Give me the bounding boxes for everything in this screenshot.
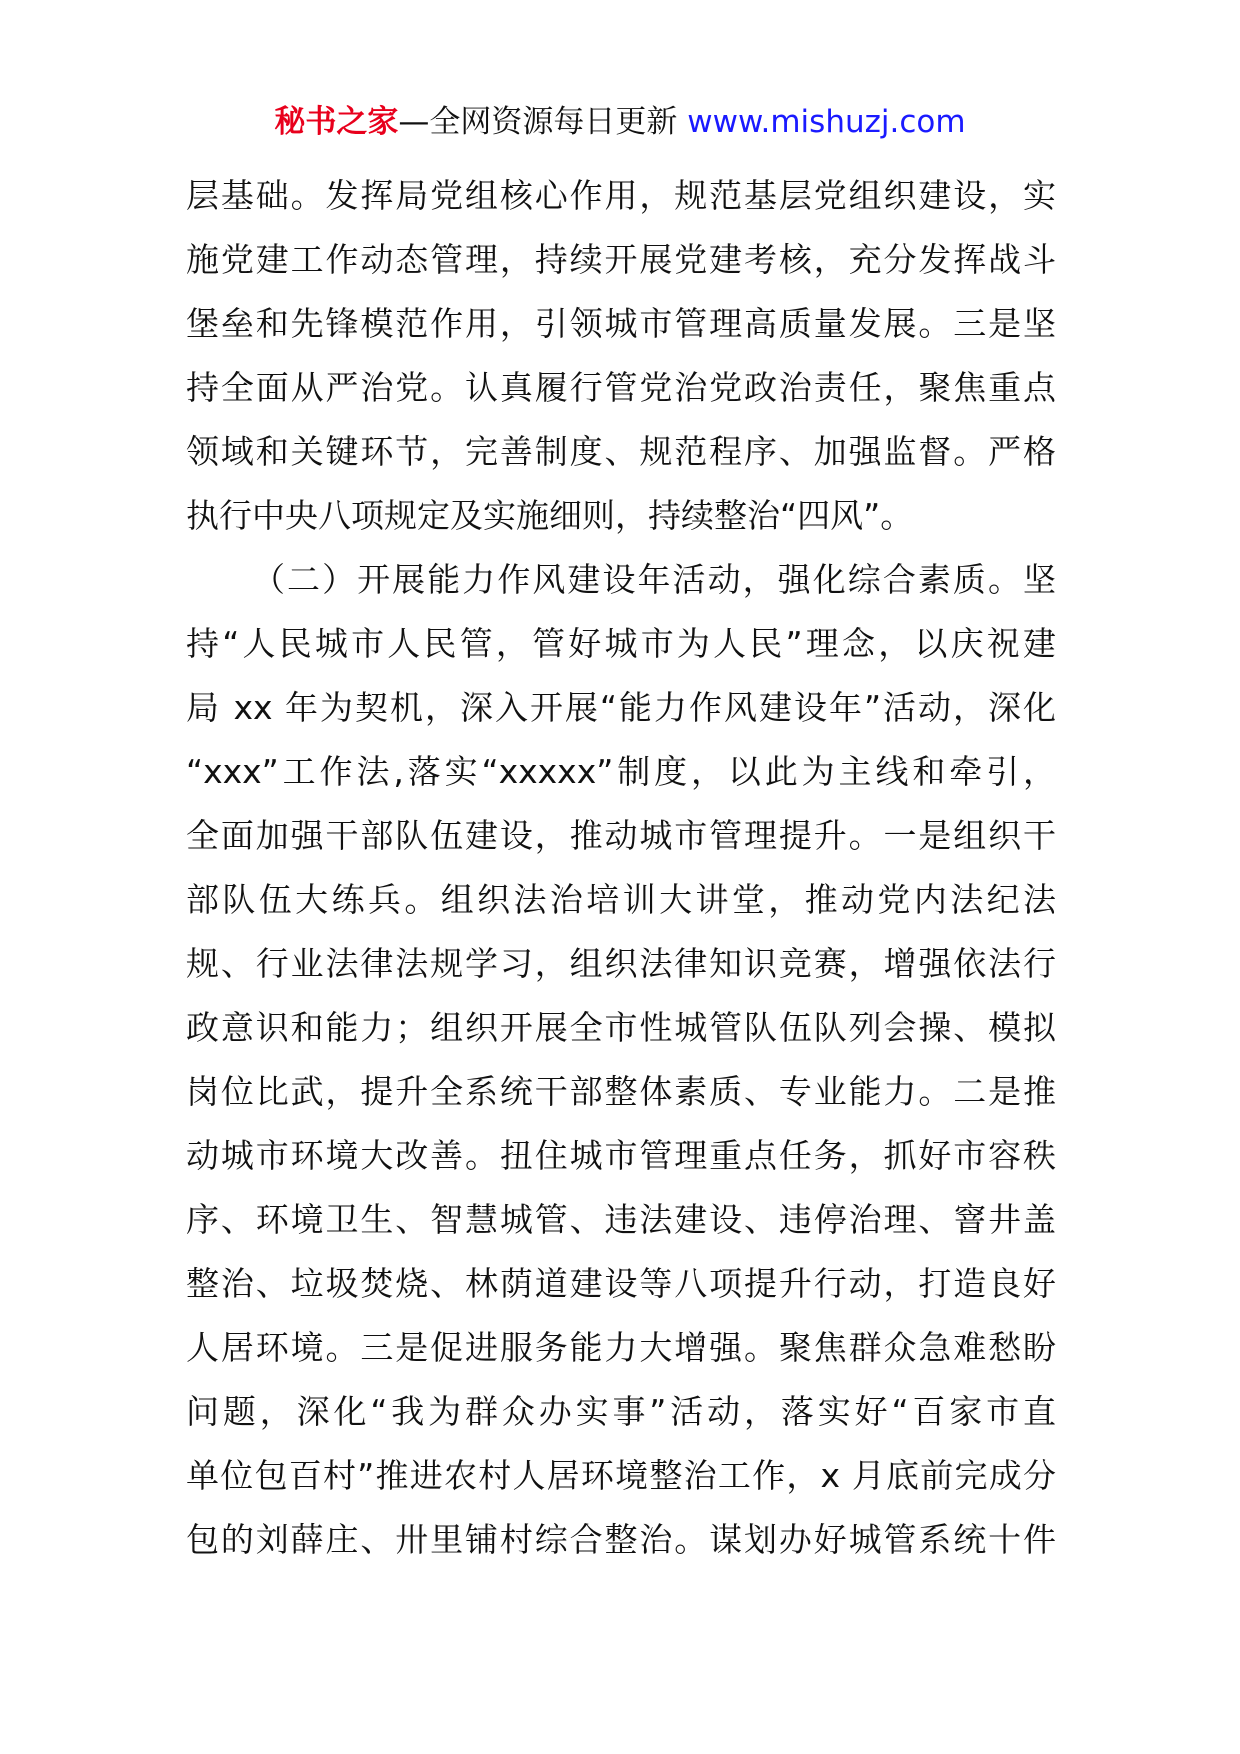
site-watermark-header <box>0 100 1240 144</box>
text-line: 人居环境。三是促进服务能力大增强。聚焦群众急难愁盼 <box>186 1328 1056 1367</box>
document-body <box>186 164 1056 1572</box>
text-line: 问题，深化“我为群众办实事”活动，落实好“百家市直 <box>186 1392 1056 1431</box>
text-line: 施党建工作动态管理，持续开展党建考核，充分发挥战斗 <box>186 240 1056 279</box>
text-line: 整治、垃圾焚烧、林荫道建设等八项提升行动，打造良好 <box>186 1264 1056 1303</box>
text-line: 规、行业法律法规学习，组织法律知识竞赛，增强依法行 <box>186 944 1056 983</box>
text-line: 堡垒和先锋模范作用，引领城市管理高质量发展。三是坚 <box>186 304 1056 343</box>
text-line: 政意识和能力；组织开展全市性城管队伍队列会操、模拟 <box>186 1008 1056 1047</box>
text-line: 层基础。发挥局党组核心作用，规范基层党组织建设，实 <box>186 176 1056 215</box>
paragraph-last-line: 执行中央八项规定及实施细则，持续整治“四风”。 <box>186 496 914 535</box>
paragraph-first-line: （二）开展能力作风建设年活动，强化综合素质。坚 <box>252 560 1056 599</box>
text-line: 包的刘薛庄、卅里铺村综合整治。谋划办好城管系统十件 <box>186 1520 1056 1559</box>
text-line: 领域和关键环节，完善制度、规范程序、加强监督。严格 <box>186 432 1056 471</box>
brand-tagline: —全网资源每日更新 <box>398 104 678 140</box>
text-line: 局 xx 年为契机，深入开展“能力作风建设年”活动，深化 <box>186 688 1056 727</box>
text-line: 部队伍大练兵。组织法治培训大讲堂，推动党内法纪法 <box>186 880 1056 919</box>
text-line: 持“人民城市人民管，管好城市为人民”理念，以庆祝建 <box>186 624 1056 663</box>
text-line: 序、环境卫生、智慧城管、违法建设、违停治理、窨井盖 <box>186 1200 1056 1239</box>
brand-name: 秘书之家 <box>274 104 399 140</box>
text-line: “xxx”工作法,落实“xxxxx”制度，以此为主线和牵引， <box>186 752 1056 791</box>
text-line: 动城市环境大改善。扭住城市管理重点任务，抓好市容秩 <box>186 1136 1056 1175</box>
text-line: 岗位比武，提升全系统干部整体素质、专业能力。二是推 <box>186 1072 1056 1111</box>
text-line: 持全面从严治党。认真履行管党治党政治责任，聚焦重点 <box>186 368 1056 407</box>
text-line: 全面加强干部队伍建设，推动城市管理提升。一是组织干 <box>186 816 1056 855</box>
text-line: 单位包百村”推进农村人居环境整治工作，x 月底前完成分 <box>186 1456 1056 1495</box>
site-url: www.mishuzj.com <box>687 104 966 140</box>
